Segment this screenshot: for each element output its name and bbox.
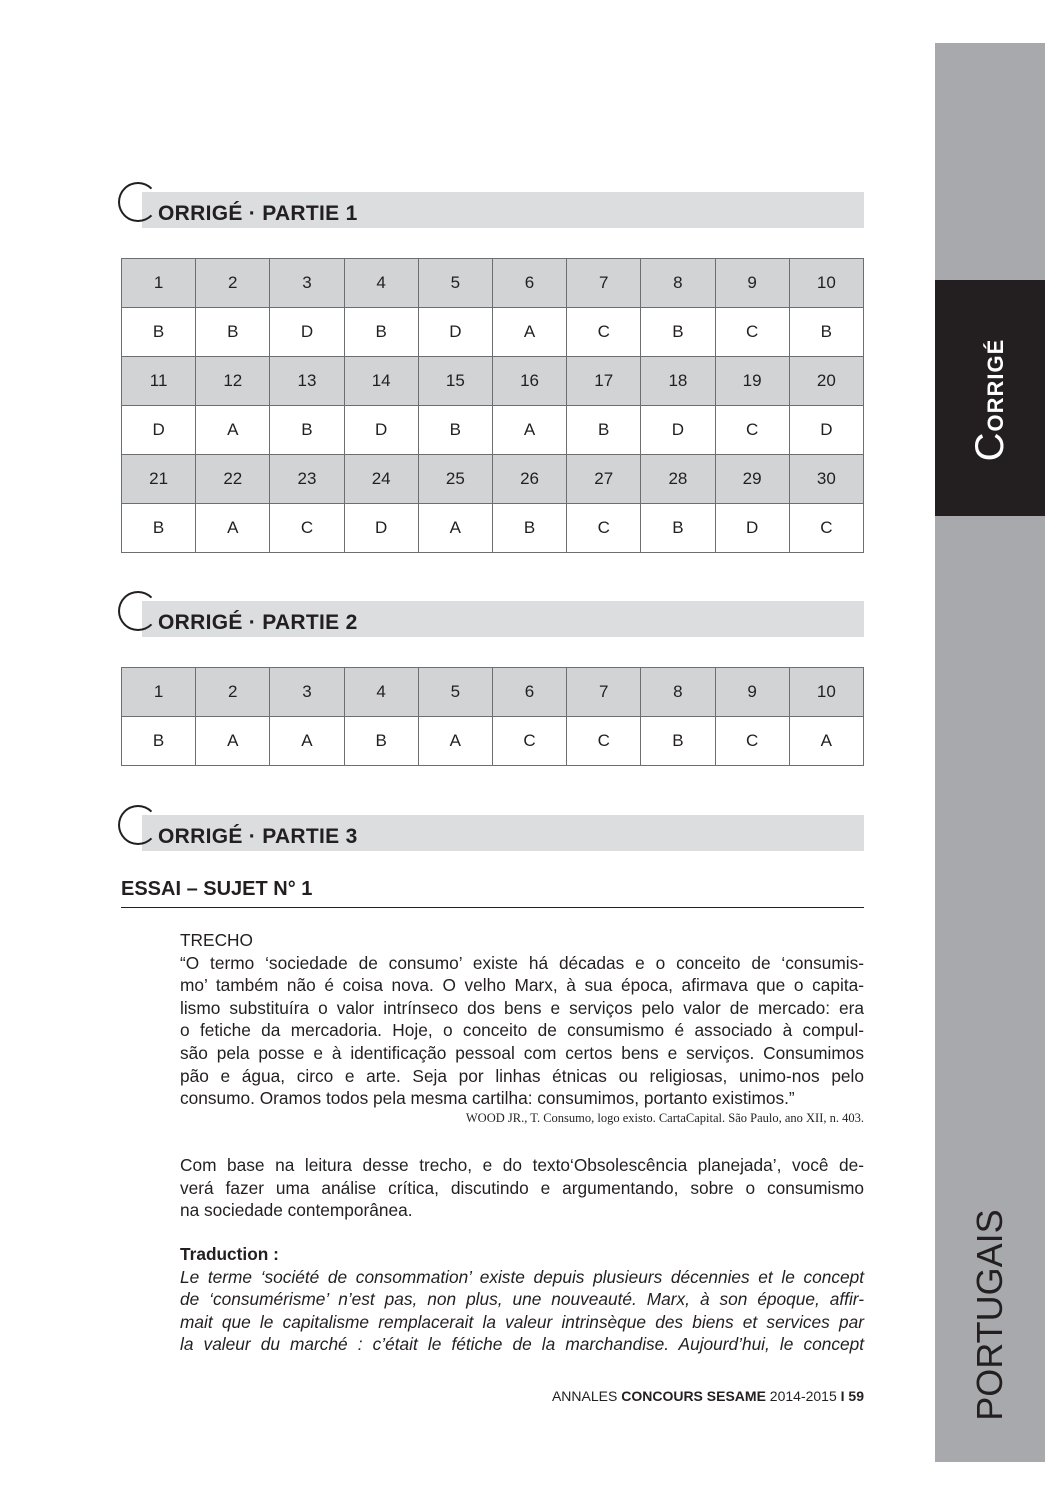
answer-cell: C xyxy=(715,308,789,357)
question-number-cell: 1 xyxy=(122,259,196,308)
text-line: “O termo ‘sociedade de consumo’ existe há décadas e o conceito de ‘consumis- xyxy=(180,952,864,973)
question-number-cell: 26 xyxy=(492,455,566,504)
text-line: consumo. Oramos todos pela mesma cartilha: consumimos, portanto existimos.” xyxy=(180,1088,795,1109)
question-number-cell: 3 xyxy=(270,668,344,717)
question-number-row xyxy=(122,668,864,717)
answer-cell: C xyxy=(567,717,641,766)
answer-cell: D xyxy=(122,406,196,455)
question-number-cell: 19 xyxy=(715,357,789,406)
answer-cell: C xyxy=(492,717,566,766)
question-number-cell: 10 xyxy=(789,668,863,717)
answer-cell: D xyxy=(715,504,789,553)
answer-cell: D xyxy=(344,406,418,455)
question-number-cell: 17 xyxy=(567,357,641,406)
text-line: pão e água, circo e arte. Seja por linhas étnicas ou religiosas, unimo-nos pelo xyxy=(180,1065,864,1086)
question-number-cell: 30 xyxy=(789,455,863,504)
answers-table-partie-1 xyxy=(121,258,864,553)
answer-cell: B xyxy=(122,504,196,553)
question-number-row xyxy=(122,357,864,406)
trecho-text xyxy=(180,952,864,1110)
text-line: Le terme ‘société de consommation’ existe depuis plusieurs décennies et le concept xyxy=(180,1266,864,1287)
answer-cell: B xyxy=(641,504,715,553)
text-line: lismo substituíra o valor intrínseco dos bens e serviços pelo valor de mercado: era xyxy=(180,997,864,1018)
footer-annales: ANNALES xyxy=(551,1388,622,1404)
question-number-cell: 9 xyxy=(715,259,789,308)
question-number-row xyxy=(122,455,864,504)
answer-cell: B xyxy=(567,406,641,455)
sidebar-initial: C xyxy=(968,431,1012,462)
text-line: mo’ também não é coisa nova. O velho Marx, à sua época, afirmava que o capita- xyxy=(180,975,864,996)
answer-cell: A xyxy=(492,406,566,455)
answer-cell: B xyxy=(344,308,418,357)
footer-separator: I xyxy=(840,1388,845,1404)
answer-cell: A xyxy=(196,504,270,553)
question-number-cell: 29 xyxy=(715,455,789,504)
question-number-cell: 11 xyxy=(122,357,196,406)
trecho-label: TRECHO xyxy=(180,930,253,950)
section-heading-partie-3 xyxy=(118,805,864,851)
question-number-cell: 16 xyxy=(492,357,566,406)
text-line: o fetiche da mercadoria. Hoje, o conceito de consumismo é associado à compul- xyxy=(180,1020,864,1041)
prompt-text xyxy=(180,1154,864,1222)
question-number-cell: 15 xyxy=(418,357,492,406)
answer-cell: B xyxy=(196,308,270,357)
question-number-cell: 2 xyxy=(196,668,270,717)
heading-title: ORRIGÉ · PARTIE 3 xyxy=(158,825,358,848)
answer-row xyxy=(122,504,864,553)
answer-cell: D xyxy=(418,308,492,357)
question-number-cell: 4 xyxy=(344,259,418,308)
question-number-cell: 25 xyxy=(418,455,492,504)
answer-cell: C xyxy=(567,504,641,553)
question-number-cell: 22 xyxy=(196,455,270,504)
section-heading-partie-2 xyxy=(118,591,864,637)
heading-initial-c xyxy=(118,182,158,222)
traduction-block xyxy=(180,1243,864,1356)
question-number-cell: 24 xyxy=(344,455,418,504)
question-number-cell: 7 xyxy=(567,668,641,717)
answer-row xyxy=(122,308,864,357)
question-number-cell: 27 xyxy=(567,455,641,504)
traduction-label: Traduction : xyxy=(180,1244,279,1264)
question-number-cell: 7 xyxy=(567,259,641,308)
answer-cell: D xyxy=(789,406,863,455)
answer-cell: B xyxy=(122,717,196,766)
question-number-cell: 8 xyxy=(641,259,715,308)
question-number-cell: 4 xyxy=(344,668,418,717)
sidebar-rest: ORRIGÉ xyxy=(983,338,1008,432)
question-number-cell: 18 xyxy=(641,357,715,406)
answer-cell: C xyxy=(789,504,863,553)
sidebar-subject: PORTUGAIS xyxy=(969,1209,1010,1421)
answer-cell: A xyxy=(492,308,566,357)
answer-cell: B xyxy=(270,406,344,455)
answer-row xyxy=(122,406,864,455)
answer-cell: C xyxy=(270,504,344,553)
text-line: de ‘consumérisme’ n’est pas, non plus, une nouveauté. Marx, à son époque, affir- xyxy=(180,1289,864,1310)
answer-cell: B xyxy=(641,308,715,357)
text-line: mait que le capitalisme remplacerait la valeur intrinsèque des biens et services par xyxy=(180,1311,864,1332)
question-number-cell: 6 xyxy=(492,668,566,717)
text-line: Com base na leitura desse trecho, e do texto‘Obsolescência planejada’, você de- xyxy=(180,1155,864,1175)
text-line: la valeur du marché : c’était le fétiche de la marchandise. Aujourd’hui, le concept xyxy=(180,1334,864,1355)
question-number-cell: 6 xyxy=(492,259,566,308)
trecho-block xyxy=(180,929,864,1126)
question-number-cell: 1 xyxy=(122,668,196,717)
footer-brand: CONCOURS SESAME xyxy=(621,1388,766,1404)
page-footer xyxy=(552,1388,864,1404)
answer-cell: A xyxy=(196,717,270,766)
question-number-cell: 9 xyxy=(715,668,789,717)
essai-heading: ESSAI – SUJET N° 1 xyxy=(121,878,864,908)
question-number-cell: 5 xyxy=(418,259,492,308)
answer-cell: D xyxy=(641,406,715,455)
question-number-cell: 20 xyxy=(789,357,863,406)
answer-cell: C xyxy=(715,406,789,455)
answer-cell: D xyxy=(344,504,418,553)
answer-cell: B xyxy=(418,406,492,455)
answers-table-partie-2 xyxy=(121,667,864,766)
answer-cell: A xyxy=(418,717,492,766)
footer-years: 2014-2015 xyxy=(765,1388,841,1404)
traduction-text xyxy=(180,1266,864,1356)
answer-cell: B xyxy=(122,308,196,357)
citation: WOOD JR., T. Consumo, logo existo. CartaCapital. São Paulo, ano XII, n. 403. xyxy=(465,1110,864,1125)
answer-cell: C xyxy=(715,717,789,766)
heading-initial-c xyxy=(118,805,158,845)
question-number-cell: 13 xyxy=(270,357,344,406)
answer-cell: B xyxy=(344,717,418,766)
text-line: na sociedade contemporânea. xyxy=(180,1200,413,1221)
answer-cell: A xyxy=(270,717,344,766)
text-line: são pela posse e à identificação pessoal com certos bens e serviços. Consumimos xyxy=(180,1042,864,1063)
text-line: verá fazer uma análise crítica, discutindo e argumentando, sobre o consumismo xyxy=(180,1177,864,1198)
page-number: 59 xyxy=(848,1388,864,1404)
question-number-row xyxy=(122,259,864,308)
question-number-cell: 5 xyxy=(418,668,492,717)
sidebar-section-label xyxy=(970,280,1010,520)
question-number-cell: 28 xyxy=(641,455,715,504)
answer-row xyxy=(122,717,864,766)
answer-cell: C xyxy=(567,308,641,357)
heading-title: ORRIGÉ · PARTIE 1 xyxy=(158,202,358,225)
answer-cell: D xyxy=(270,308,344,357)
answer-cell: A xyxy=(196,406,270,455)
answer-cell: A xyxy=(418,504,492,553)
answer-cell: B xyxy=(641,717,715,766)
question-number-cell: 10 xyxy=(789,259,863,308)
answer-cell: B xyxy=(492,504,566,553)
answer-cell: B xyxy=(789,308,863,357)
question-number-cell: 12 xyxy=(196,357,270,406)
question-number-cell: 3 xyxy=(270,259,344,308)
question-number-cell: 2 xyxy=(196,259,270,308)
question-number-cell: 14 xyxy=(344,357,418,406)
heading-title: ORRIGÉ · PARTIE 2 xyxy=(158,611,358,634)
question-number-cell: 8 xyxy=(641,668,715,717)
question-number-cell: 23 xyxy=(270,455,344,504)
question-number-cell: 21 xyxy=(122,455,196,504)
heading-initial-c xyxy=(118,591,158,631)
answer-cell: A xyxy=(789,717,863,766)
section-heading-partie-1 xyxy=(118,182,864,228)
